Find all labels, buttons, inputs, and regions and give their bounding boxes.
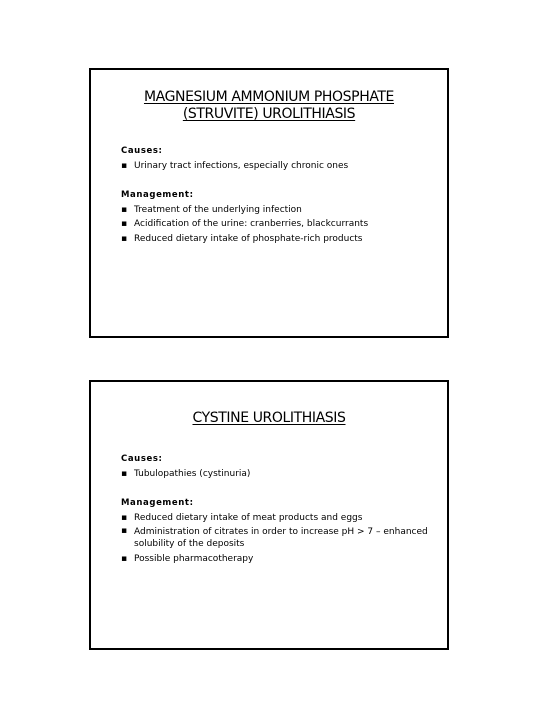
list-item — [121, 467, 433, 482]
bullet-icon: ▪ — [121, 160, 128, 171]
list-item-text: Reduced dietary intake of meat products and eggs — [134, 512, 363, 523]
slide-title — [91, 70, 447, 123]
list-item — [121, 552, 433, 567]
slide-title — [91, 382, 447, 427]
list-item — [121, 232, 433, 247]
list-item — [121, 159, 433, 174]
bullet-icon: ▪ — [121, 468, 128, 479]
bullet-icon: ▪ — [121, 554, 128, 564]
list-item-text: Administration of citrates in order to increase pH > 7 – enhanced solubility of the deposits — [134, 527, 428, 549]
bullet-icon: ▪ — [121, 233, 128, 244]
management-heading: Management: — [121, 190, 194, 200]
list-item-text: Acidification of the urine: cranberries, blackcurrants — [134, 219, 369, 229]
list-item-text: Possible pharmacotherapy — [134, 554, 254, 564]
causes-heading: Causes: — [121, 454, 163, 464]
slide-title-line: MAGNESIUM AMMONIUM PHOSPHATE — [143, 89, 395, 105]
bullet-icon: ▪ — [121, 219, 128, 229]
bullet-icon: ▪ — [121, 526, 128, 536]
slide-cystine — [89, 380, 449, 650]
list-item — [121, 525, 433, 552]
management-heading: Management: — [121, 498, 194, 508]
list-item — [121, 217, 433, 232]
management-section — [121, 496, 433, 567]
causes-section — [121, 144, 433, 173]
bullet-icon: ▪ — [121, 204, 128, 215]
slide-body — [91, 123, 447, 246]
list-item — [121, 203, 433, 218]
slide-struvite — [89, 68, 449, 338]
management-list — [121, 511, 433, 567]
slide-title-line: CYSTINE UROLITHIASIS — [192, 410, 346, 426]
management-list — [121, 203, 433, 247]
causes-list — [121, 467, 433, 482]
list-item-text: Treatment of the underlying infection — [134, 204, 302, 215]
slide-body — [91, 427, 447, 567]
slide-title-line: (STRUVITE) UROLITHIASIS — [182, 106, 356, 122]
causes-heading: Causes: — [121, 146, 163, 156]
list-item-text: Urinary tract infections, especially chronic ones — [134, 160, 349, 171]
management-section — [121, 188, 433, 246]
list-item-text: Reduced dietary intake of phosphate-rich products — [134, 233, 363, 244]
causes-section — [121, 452, 433, 481]
bullet-icon: ▪ — [121, 512, 128, 523]
causes-list — [121, 159, 433, 174]
list-item-text: Tubulopathies (cystinuria) — [134, 468, 251, 479]
list-item — [121, 511, 433, 526]
